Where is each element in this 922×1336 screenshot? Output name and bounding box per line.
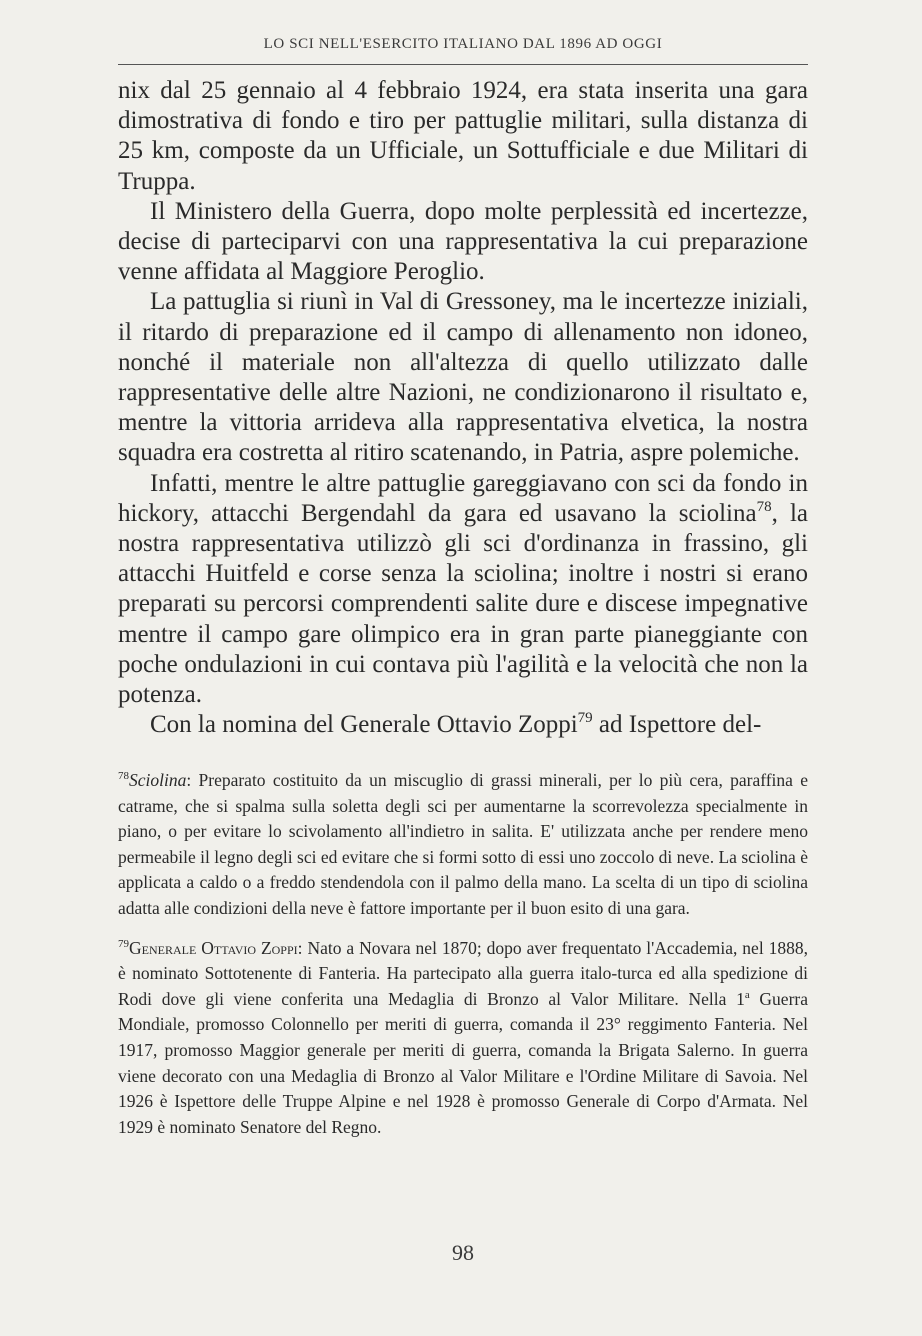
- footnote-79: [118, 936, 808, 1141]
- footnote-78-number: 78: [118, 770, 129, 782]
- paragraph-1: nix dal 25 gennaio al 4 febbraio 1924, era stata inserita una gara dimostrativa di fondo e tiro per pattuglie militari, sulla distanza di 25 km, composte da un Ufficiale, un Sottufficiale e due Militari di Truppa.: [118, 77, 808, 195]
- footnotes: [118, 768, 808, 1154]
- footnote-78-text: : Preparato costituito da un miscuglio di grassi minerali, per lo più cera, paraffina e catrame, che si spalma sulla soletta degli sci per aumentarne la scorrevolezza specialmente in piano, o per evitare lo scivolamento all'indietro in salita. E' utilizzata anche per rendere meno permeabile il legno degli sci ed evitare che si formi sotto di essi uno zoccolo di neve. La sciolina è applicata a caldo o a freddo stendendola con il palmo della mano. La scelta di un tipo di sciolina adatta alle condizioni della neve è fattore importante per il buon esito di una gara.: [118, 770, 808, 918]
- footnote-ref-78: 78: [756, 498, 772, 515]
- page-number: 98: [452, 1240, 474, 1265]
- paragraph-5-text-b: ad Ispettore del-: [592, 711, 762, 739]
- paragraph-4-text-a: Infatti, mentre le altre pattuglie gareggiavano con sci da fondo in hickory, attacchi Bergendahl da gara ed usavano la sciolina: [118, 469, 808, 527]
- running-header: LO SCI NELL'ESERCITO ITALIANO DAL 1896 AD OGGI: [263, 36, 663, 52]
- paragraph-2: Il Ministero della Guerra, dopo molte perplessità ed incertezze, decise di parteciparvi con una rappresentativa la cui preparazione venne affidata al Maggiore Peroglio.: [118, 197, 808, 286]
- footnote-79-text-b: Guerra Mondiale, promosso Colonnello per meriti di guerra, comanda il 23° reggimento Fanteria. Nel 1917, promosso Maggior generale per meriti di guerra, comanda la Brigata Salerno. In guerra viene decorato con una Medaglia di Bronzo al Valor Militare e l'Ordine Militare di Savoia. Nel 1926 è Ispettore delle Truppe Alpine e nel 1928 è promosso Generale di Corpo d'Armata. Nel 1929 è nominato Senatore del Regno.: [118, 988, 808, 1137]
- paragraph-5: [118, 710, 808, 740]
- footnote-79-term: Generale Ottavio Zoppi: [129, 937, 298, 958]
- main-text: [118, 76, 808, 740]
- header-rule: [118, 64, 808, 65]
- footnote-79-number: 79: [118, 937, 129, 950]
- paragraph-4-text-b: , la nostra rappresentativa utilizzò gli sci d'ordinanza in frassino, gli attacchi Huitfeld e corse senza la sciolina; inoltre i nostri si erano preparati su percorsi comprendenti salite dure e discese impegnative mentre il campo gare olimpico era in gran parte pianeggiante con poche ondulazioni in cui contava più l'agilità e la velocità che non la potenza.: [118, 499, 808, 709]
- footnote-78: [118, 768, 808, 922]
- paragraph-3: La pattuglia si riunì in Val di Gressoney, ma le incertezze iniziali, il ritardo di preparazione ed il campo di allenamento non idoneo, nonché il materiale non all'altezza di quello utilizzato dalle rappresentative delle altre Nazioni, ne condizionarono il risultato e, mentre la vittoria arrideva alla rappresentativa elvetica, la nostra squadra era costretta al ritiro scatenando, in Patria, aspre polemiche.: [118, 288, 808, 467]
- footnote-ref-79: 79: [577, 710, 593, 727]
- paragraph-4: [118, 469, 808, 711]
- footnote-78-term: Sciolina: [129, 770, 187, 790]
- footnote-79-text-a: : Nato a Novara nel 1870; dopo aver frequentato l'Accademia, nel 1888, è nominato Sottotenente di Fanteria. Ha partecipato alla guerra italo-turca ed alla spedizione di Rodi dove gli viene conferita una Medaglia di Bronzo al Valor Militare. Nella 1: [118, 937, 808, 1009]
- footnote-79-ordinal: a: [744, 988, 750, 1001]
- paragraph-5-text-a: Con la nomina del Generale Ottavio Zoppi: [150, 711, 578, 739]
